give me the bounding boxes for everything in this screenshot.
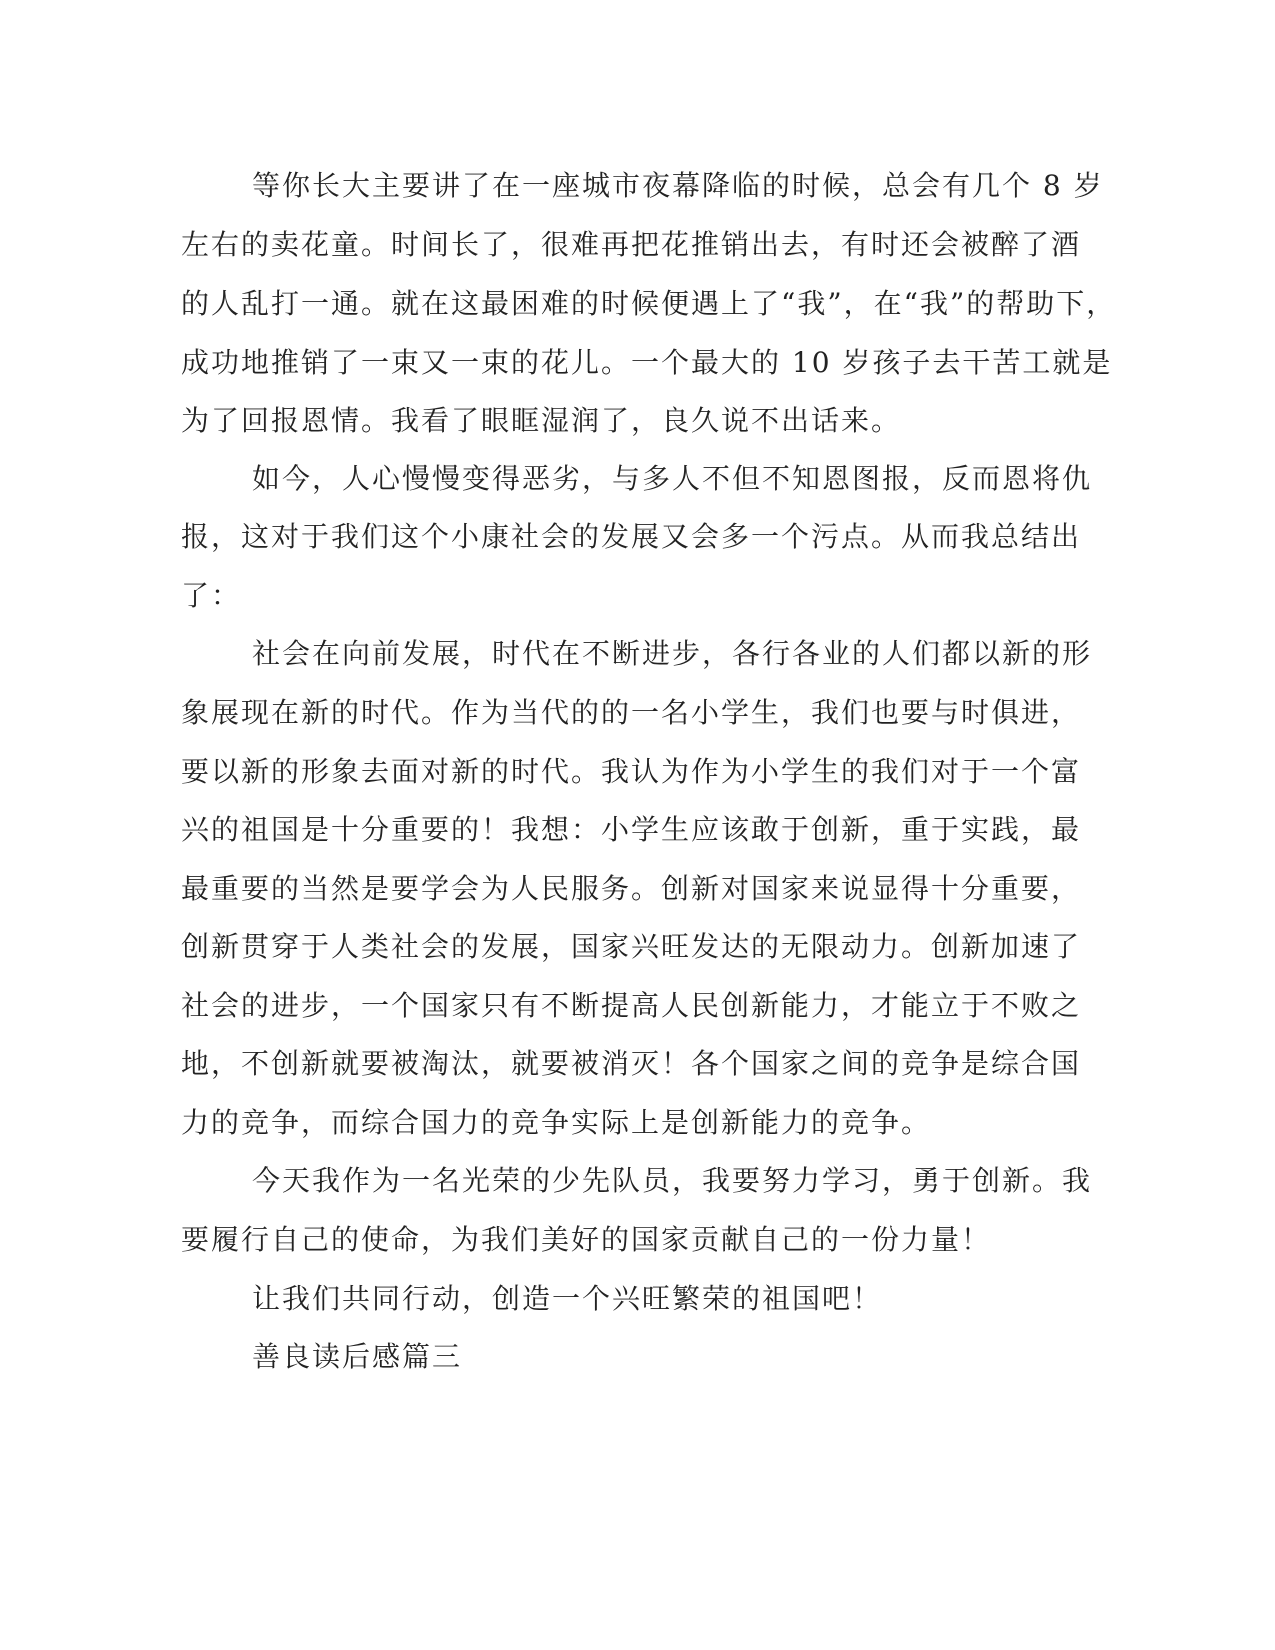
text-line: 社会在向前发展，时代在不断进步，各行各业的人们都以新的形 <box>252 637 1093 670</box>
text-line: 力的竞争，而综合国力的竞争实际上是创新能力的竞争。 <box>181 1106 932 1139</box>
text-line: 成功地推销了一束又一束的花儿。一个最大的 10 岁孩子去干苦工就是 <box>181 346 1113 379</box>
text-line: 的人乱打一通。就在这最困难的时候便遇上了“我”，在“我”的帮助下， <box>181 287 1117 320</box>
text-line: 等你长大主要讲了在一座城市夜幕降临的时候，总会有几个 8 岁 <box>252 169 1104 202</box>
text-line: 象展现在新的时代。作为当代的的一名小学生，我们也要与时俱进， <box>181 696 1082 729</box>
text-line: 让我们共同行动，创造一个兴旺繁荣的祖国吧！ <box>252 1282 883 1315</box>
text-line: 了： <box>181 579 242 612</box>
section-heading: 善良读后感篇三 <box>252 1340 463 1373</box>
text-line: 兴的祖国是十分重要的！我想：小学生应该敢于创新，重于实践，最 <box>181 813 1082 846</box>
text-line: 报，这对于我们这个小康社会的发展又会多一个污点。从而我总结出 <box>181 520 1082 553</box>
text-line: 最重要的当然是要学会为人民服务。创新对国家来说显得十分重要， <box>181 872 1082 905</box>
text-line: 创新贯穿于人类社会的发展，国家兴旺发达的无限动力。创新加速了 <box>181 930 1082 963</box>
text-line: 社会的进步，一个国家只有不断提高人民创新能力，才能立于不败之 <box>181 989 1082 1022</box>
text-line: 地，不创新就要被淘汰，就要被消灭！各个国家之间的竞争是综合国 <box>181 1047 1082 1080</box>
text-line: 为了回报恩情。我看了眼眶湿润了，良久说不出话来。 <box>181 404 902 437</box>
text-line: 今天我作为一名光荣的少先队员，我要努力学习，勇于创新。我 <box>252 1164 1093 1197</box>
text-line: 如今，人心慢慢变得恶劣，与多人不但不知恩图报，反而恩将仇 <box>252 462 1093 495</box>
text-line: 要以新的形象去面对新的时代。我认为作为小学生的我们对于一个富 <box>181 755 1082 788</box>
text-line: 要履行自己的使命，为我们美好的国家贡献自己的一份力量！ <box>181 1223 992 1256</box>
text-line: 左右的卖花童。时间长了，很难再把花推销出去，有时还会被醉了酒 <box>181 228 1082 261</box>
